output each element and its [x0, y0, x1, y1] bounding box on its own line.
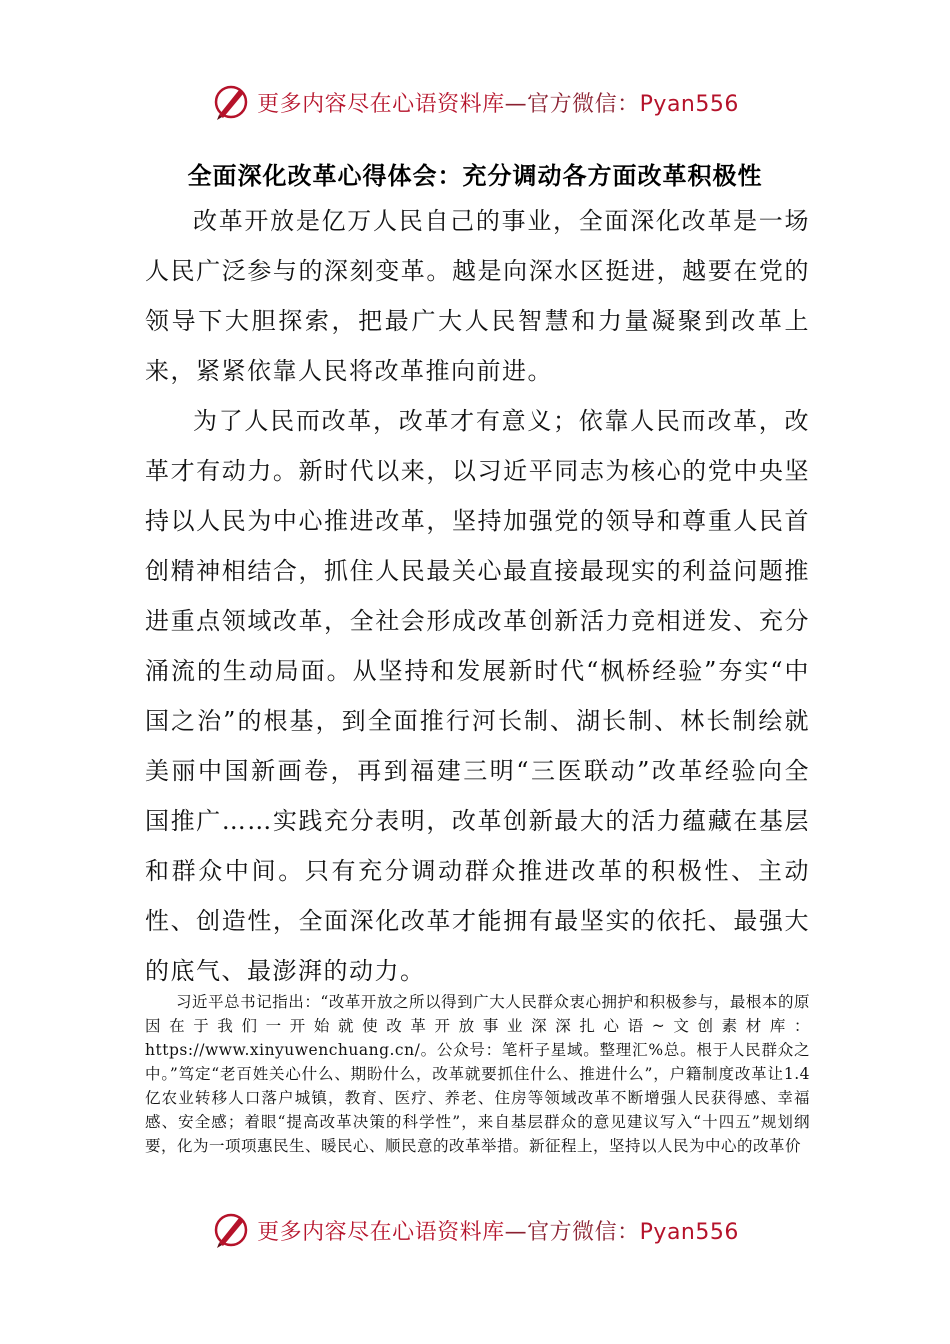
- document-title: 全面深化改革心得体会：充分调动各方面改革积极性: [187, 162, 763, 190]
- watermark-site-text: 更多内容尽在心语资料库: [257, 1219, 505, 1245]
- pen-logo-icon: [211, 1210, 251, 1250]
- watermark-site-text: 更多内容尽在心语资料库: [257, 91, 505, 117]
- body-paragraph-1-block: [145, 196, 810, 396]
- watermark-wechat-label: —官方微信：: [504, 1219, 640, 1245]
- body-paragraph-2: 为了人民而改革，改革才有意义；依靠人民而改革，改革才有动力。新时代以来，以习近平同志为核心的党中央坚持以人民为中心推进改革，坚持加强党的领导和尊重人民首创精神相结合，抓住人民最关心最直接最现实的利益问题推进重点领域改革，全社会形成改革创新活力竞相迸发、充分涌流的生动局面。从坚持和发展新时代“枫桥经验”夯实“中国之治”的根基，到全面推行河长制、湖长制、林长制绘就美丽中国新画卷，再到福建三明“三医联动”改革经验向全国推广……实践充分表明，改革创新最大的活力蕴藏在基层和群众中间。只有充分调动群众推进改革的积极性、主动性、创造性，全面深化改革才能拥有最坚实的依托、最强大的底气、最澎湃的动力。: [145, 407, 810, 985]
- body-paragraph-2-block: [145, 396, 810, 996]
- body-paragraph-1: 改革开放是亿万人民自己的事业，全面深化改革是一场人民广泛参与的深刻变革。越是向深水区挺进，越要在党的领导下大胆探索，把最广大人民智慧和力量凝聚到改革上来，紧紧依靠人民将改革推向前进。: [145, 207, 810, 385]
- watermark-text: [257, 87, 739, 118]
- watermark-text: [257, 1215, 739, 1246]
- watermark-banner-top: [0, 80, 950, 124]
- watermark-wechat-id: Pyan556: [639, 91, 739, 117]
- watermark-wechat-label: —官方微信：: [504, 91, 640, 117]
- watermark-wechat-id: Pyan556: [639, 1219, 739, 1245]
- body-paragraph-3: 习近平总书记指出：“改革开放之所以得到广大人民群众衷心拥护和积极参与，最根本的原因在于我们一开始就使改革开放事业深深扎心语~文创素材库：https://www.xinyuwenchuang.cn/。公众号：笔杆子星域。整理汇%总。根于人民群众之中。”笃定“老百姓关心什么、期盼什么，改革就要抓住什么、推进什么”，户籍制度改革让1.4亿农业转移人口落户城镇，教育、医疗、养老、住房等领域改革不断增强人民获得感、幸福感、安全感；着眼“提高改革决策的科学性”，来自基层群众的意见建议写入“十四五”规划纲要，化为一项项惠民生、暖民心、顺民意的改革举措。新征程上，坚持以人民为中心的改革价: [145, 993, 810, 1155]
- body-paragraph-3-block: [145, 990, 810, 1158]
- watermark-banner-bottom: [0, 1208, 950, 1252]
- pen-logo-icon: [211, 82, 251, 122]
